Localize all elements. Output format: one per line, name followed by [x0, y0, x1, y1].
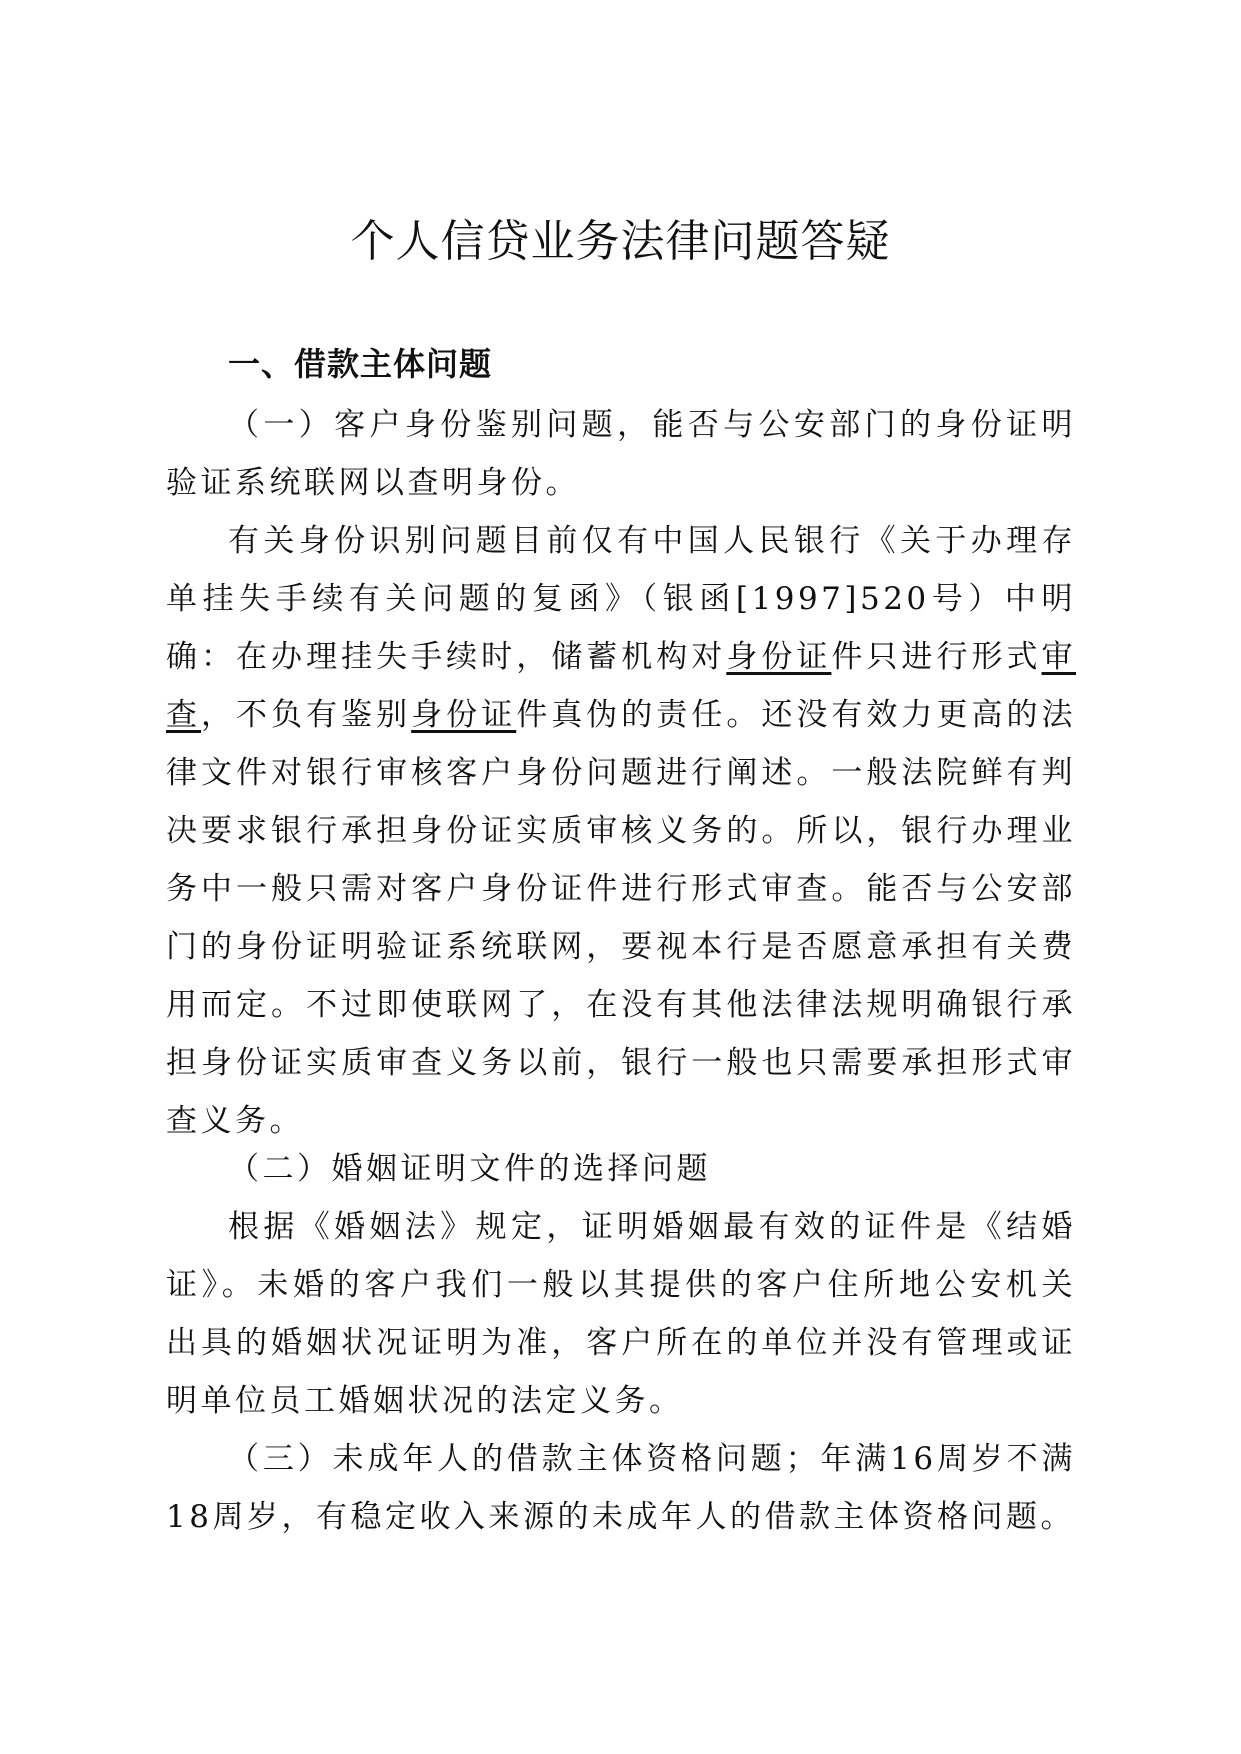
document-title: 个人信贷业务法律问题答疑	[350, 216, 891, 267]
answer-1-text: 件只进行形式	[831, 639, 1042, 675]
question-3: （三）未成年人的借款主体资格问题；年满16周岁不满18周岁，有稳定收入来源的未成年人的借款主体资格问题。	[166, 1441, 1076, 1535]
answer-1-text: 有关身份识别问题目前仅有中国人民银行《关于办理存单挂失手续有关问题的复函》（银函[1997]520号）中明确：在办理挂失手续时，储蓄机构对	[166, 523, 1076, 675]
underlined-term-review: 审查	[166, 639, 1077, 733]
answer-2: 根据《婚姻法》规定，证明婚姻最有效的证件是《结婚证》。未婚的客户我们一般以其提供的客户住所地公安机关出具的婚姻状况证明为准，客户所在的单位并没有管理或证明单位员工婚姻状况的法定义务。	[166, 1209, 1076, 1419]
answer-1-text: 件真伪的责任。还没有效力更高的法律文件对银行审核客户身份问题进行阐述。一般法院鲜有判决要求银行承担身份证实质审核义务的。所以，银行办理业务中一般只需对客户身份证件进行形式审查。能否与公安部门的身份证明验证系统联网，要视本行是否愿意承担有关费用而定。不过即使联网了，在没有其他法律法规明确银行承担身份证实质审查义务以前，银行一般也只需要承担形式审查义务。	[166, 697, 1077, 1139]
question-2: （二）婚姻证明文件的选择问题	[228, 1151, 711, 1187]
underlined-term-id-card: 身份证	[726, 639, 832, 675]
answer-1	[166, 512, 1076, 1150]
question-1: （一）客户身份鉴别问题，能否与公安部门的身份证明验证系统联网以查明身份。	[166, 407, 1076, 501]
answer-1-text: ，不负有鉴别	[201, 697, 412, 733]
section-heading-borrower: 一、借款主体问题	[228, 345, 493, 383]
underlined-term-id-card: 身份证	[411, 697, 517, 733]
